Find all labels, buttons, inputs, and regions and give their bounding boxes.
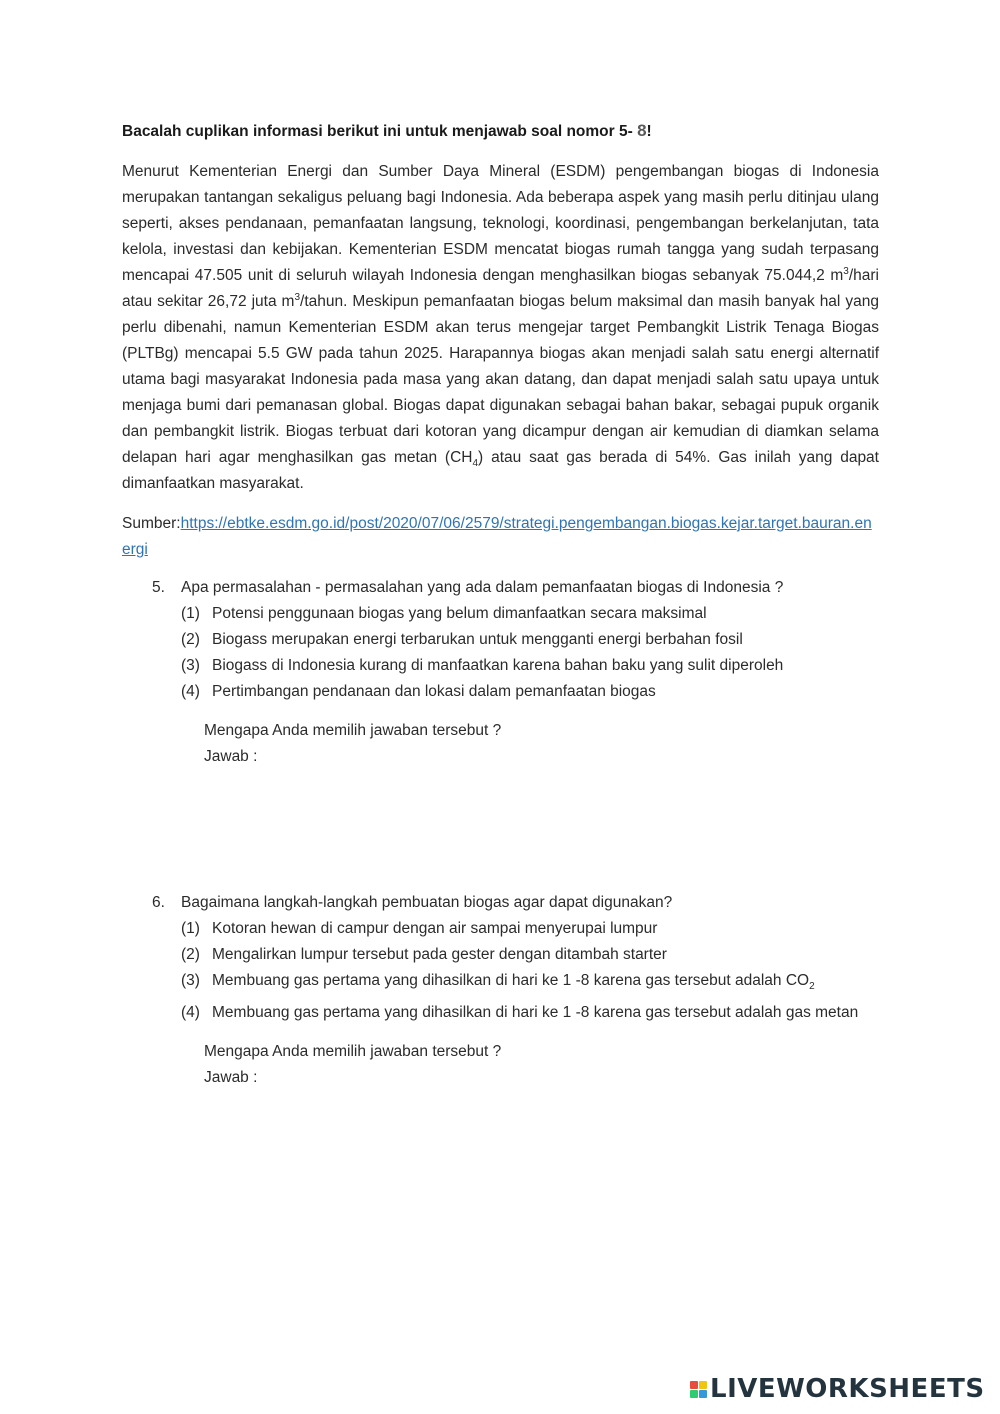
answer-area[interactable] <box>122 1091 879 1211</box>
option-text: Pertimbangan pendanaan dan lokasi dalam pemanfaatan biogas <box>212 683 656 700</box>
question-5 <box>122 575 879 890</box>
option-text <box>212 968 879 1000</box>
option-text: Biogass merupakan energi terbarukan untuk mengganti energi berbahan fosil <box>212 631 743 648</box>
option-item <box>122 601 879 627</box>
answer-label: Jawab : <box>204 748 258 765</box>
instruction-heading <box>122 118 879 145</box>
question-6 <box>122 890 879 1211</box>
option-text: Mengalirkan lumpur tersebut pada gester dengan ditambah starter <box>212 946 667 963</box>
option-text-main: Membuang gas pertama yang dihasilkan di hari ke 1 -8 karena gas tersebut adalah CO <box>212 972 810 989</box>
source-label: Sumber: <box>122 515 181 532</box>
option-item <box>122 627 879 653</box>
reason-question: Mengapa Anda memilih jawaban tersebut ? <box>204 1043 502 1061</box>
question-text: Bagaimana langkah-langkah pembuatan biogas agar dapat digunakan? <box>181 894 673 911</box>
superscript: 3 <box>294 291 301 303</box>
instruction-text: Bacalah cuplikan informasi berikut ini untuk menjawab soal nomor 5- <box>122 123 638 140</box>
passage-text: Menurut Kementerian Energi dan Sumber Daya Mineral (ESDM) pengembangan biogas di Indonesia merupakan tantangan sekaligus peluang bagi Indonesia. Ada beberapa aspek yang masih perlu ditinjau ulang seperti, akses pendanaan, pemanfaatan langsung, teknologi, koordinasi, pengembangan berkelanjutan, tata kelola, investasi dan kebijakan. Kementerian ESDM mencatat biogas rumah tangga yang sudah terpasang mencapai 47.505 unit di seluruh wilayah Indonesia dengan menghasilkan biogas sebanyak 75.044,2 m <box>122 163 879 284</box>
option-list <box>122 601 879 705</box>
option-number: (2) <box>181 631 200 648</box>
answer-area[interactable] <box>122 770 879 890</box>
logo-text: LIVEWORKSHEETS <box>710 1374 985 1404</box>
passage-text: /tahun. Meskipun pemanfaatan biogas belum maksimal dan masih banyak hal yang perlu dibenahi, namun Kementerian ESDM akan terus mengejar target Pembangkit Listrik Tenaga Biogas (PLTBg) mencapai 5.5 GW pada tahun 2025. Harapannya biogas akan menjadi salah satu energi alternatif utama bagi masyarakat Indonesia pada masa yang akan datang, dan dapat menjadi salah satu upaya untuk menjaga bumi dari pemanasan global. Biogas dapat digunakan sebagai bahan bakar, sebagai pupuk organik dan pembangkit listrik. Biogas terbuat dari kotoran yang dicampur dengan air kemudian di diamkan selama delapan hari agar menghasilkan gas metan (CH <box>122 293 879 466</box>
question-text: Apa permasalahan - permasalahan yang ada dalam pemanfaatan biogas di Indonesia ? <box>181 579 784 596</box>
option-number: (3) <box>181 657 200 674</box>
option-item <box>122 916 879 942</box>
option-item <box>122 653 879 679</box>
option-item <box>122 679 879 705</box>
option-item <box>122 942 879 968</box>
option-number: (4) <box>181 1004 200 1022</box>
option-item <box>122 1000 879 1026</box>
source-link[interactable]: https://ebtke.esdm.go.id/post/2020/07/06/2579/strategi.pengembangan.biogas.kejar.target.bauran.energi <box>122 515 872 558</box>
reading-passage <box>122 159 879 497</box>
option-text: Biogass di Indonesia kurang di manfaatkan karena bahan baku yang sulit diperoleh <box>212 657 784 674</box>
option-number: (3) <box>181 972 200 989</box>
question-number: 5. <box>152 579 165 596</box>
reason-question: Mengapa Anda memilih jawaban tersebut ? <box>204 722 502 739</box>
option-text: Potensi penggunaan biogas yang belum dimanfaatkan secara maksimal <box>212 605 707 622</box>
option-number: (4) <box>181 683 200 700</box>
option-text: Membuang gas pertama yang dihasilkan di hari ke 1 -8 karena gas tersebut adalah gas metan <box>212 1004 859 1022</box>
superscript: 3 <box>843 265 849 277</box>
option-text: Kotoran hewan di campur dengan air sampai menyerupai lumpur <box>212 920 658 937</box>
passage-text: ) atau saat gas berada di 54%. Gas inilah yang dapat dimanfaatkan masyarakat. <box>122 449 879 492</box>
passage-text: /hari atau sekitar 26,72 juta m <box>122 267 879 310</box>
logo-icon <box>690 1381 707 1398</box>
question-number: 6. <box>152 894 165 911</box>
subscript: 2 <box>809 981 815 993</box>
logo-square-red <box>690 1381 698 1389</box>
option-list <box>122 916 879 1026</box>
option-item <box>122 968 879 1000</box>
source-citation <box>122 511 879 563</box>
reason-prompt <box>122 1039 879 1091</box>
liveworksheets-logo <box>690 1374 985 1404</box>
logo-square-blue <box>699 1390 707 1398</box>
option-number: (1) <box>181 605 200 622</box>
option-number: (2) <box>181 946 200 963</box>
subscript: 4 <box>472 458 479 470</box>
instruction-suffix: ! <box>646 123 652 140</box>
worksheet-page <box>122 118 879 1211</box>
option-number: (1) <box>181 920 200 937</box>
logo-square-yellow <box>699 1381 707 1389</box>
answer-label: Jawab : <box>204 1069 258 1087</box>
logo-square-green <box>690 1390 698 1398</box>
instruction-number: 8 <box>637 121 647 140</box>
reason-prompt <box>122 718 879 770</box>
